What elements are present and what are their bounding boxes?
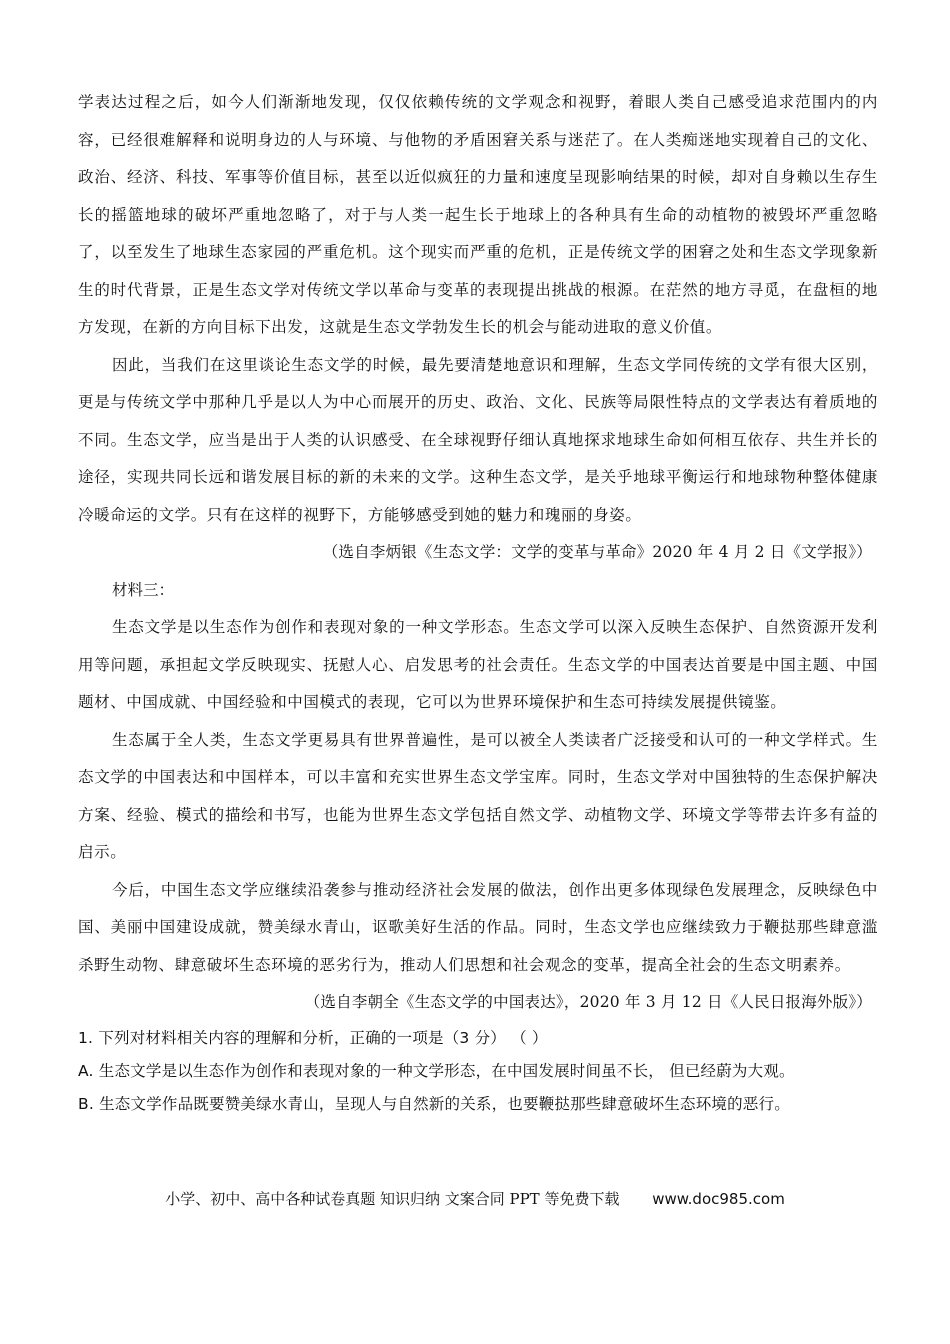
source-citation: （选自李朝全《生态文学的中国表达》，2020 年 3 月 12 日《人民日报海外版》） [304, 993, 872, 1011]
paragraph: 生态属于全人类，生态文学更易具有世界普遍性，是可以被全人类读者广泛接受和认可的一种文学样式。生态文学的中国表达和中国样本，可以丰富和充实世界生态文学宝库。同时，生态文学对中国独特的生态保护解决方案、经验、模式的描绘和书写，也能为世界生态文学包括自然文学、动植物文学、环境文学等带去许多有益的启示。 [78, 730, 878, 861]
question-option-b: B. 生态文学作品既要赞美绿水青山，呈现人与自然新的关系，也要鞭挞那些肆意破坏生态环境的恶行。 [78, 1094, 790, 1113]
page-footer [0, 1188, 950, 1209]
footer-site: www.doc985.com [652, 1190, 785, 1208]
question-stem: 1. 下列对材料相关内容的理解和分析，正确的一项是（3 分） （ ） [78, 1028, 548, 1047]
article-body [78, 84, 878, 1121]
material-label: 材料三： [112, 580, 175, 599]
paragraph: 因此，当我们在这里谈论生态文学的时候，最先要清楚地意识和理解，生态文学同传统的文学有很大区别，更是与传统文学中那种几乎是以人为中心而展开的历史、政治、文化、民族等局限性特点的文学表达有着质地的不同。生态文学，应当是出于人类的认识感受、在全球视野仔细认真地探求地球生命如何相互依存、共生并长的途径，实现共同长远和谐发展目标的新的未来的文学。这种生态文学，是关乎地球平衡运行和地球物种整体健康冷暖命运的文学。只有在这样的视野下，方能够感受到她的魅力和瑰丽的身姿。 [78, 355, 878, 524]
source-citation: （选自李炳银《生态文学：文学的变革与革命》2020 年 4 月 2 日《文学报》） [322, 543, 872, 561]
paragraph: 生态文学是以生态作为创作和表现对象的一种文学形态。生态文学可以深入反映生态保护、自然资源开发利用等问题，承担起文学反映现实、抚慰人心、启发思考的社会责任。生态文学的中国表达首要是中国主题、中国题材、中国成就、中国经验和中国模式的表现，它可以为世界环境保护和生态可持续发展提供镜鉴。 [78, 618, 878, 711]
question-option-a: A. 生态文学是以生态作为创作和表现对象的一种文学形态，在中国发展时间虽不长， 但已经蔚为大观。 [78, 1061, 795, 1080]
paragraph: 今后，中国生态文学应继续沿袭参与推动经济社会发展的做法，创作出更多体现绿色发展理念，反映绿色中国、美丽中国建设成就，赞美绿水青山，讴歌美好生活的作品。同时，生态文学也应继续致力于鞭挞那些肆意滥杀野生动物、肆意破坏生态环境的恶劣行为，推动人们思想和社会观念的变革，提高全社会的生态文明素养。 [78, 880, 878, 974]
paragraph: 学表达过程之后，如今人们渐渐地发现，仅仅依赖传统的文学观念和视野，着眼人类自己感受追求范围内的内容，已经很难解释和说明身边的人与环境、与他物的矛盾困窘关系与迷茫了。在人类痴迷地实现着自己的文化、政治、经济、科技、军事等价值目标，甚至以近似疯狂的力量和速度呈现影响结果的时候，却对自身赖以生存生长的摇篮地球的破坏严重地忽略了，对于与人类一起生长于地球上的各种具有生命的动植物的被毁坏严重忽略了，以至发生了地球生态家园的严重危机。这个现实而严重的危机，正是传统文学的困窘之处和生态文学现象新生的时代背景，正是生态文学对传统文学以革命与变革的表现提出挑战的根源。在茫然的地方寻觅，在盘桓的地方发现，在新的方向目标下出发，这就是生态文学勃发生长的机会与能动进取的意义价值。 [78, 93, 878, 336]
footer-text: 小学、初中、高中各种试卷真题 知识归纳 文案合同 PPT 等免费下载 [165, 1190, 620, 1208]
